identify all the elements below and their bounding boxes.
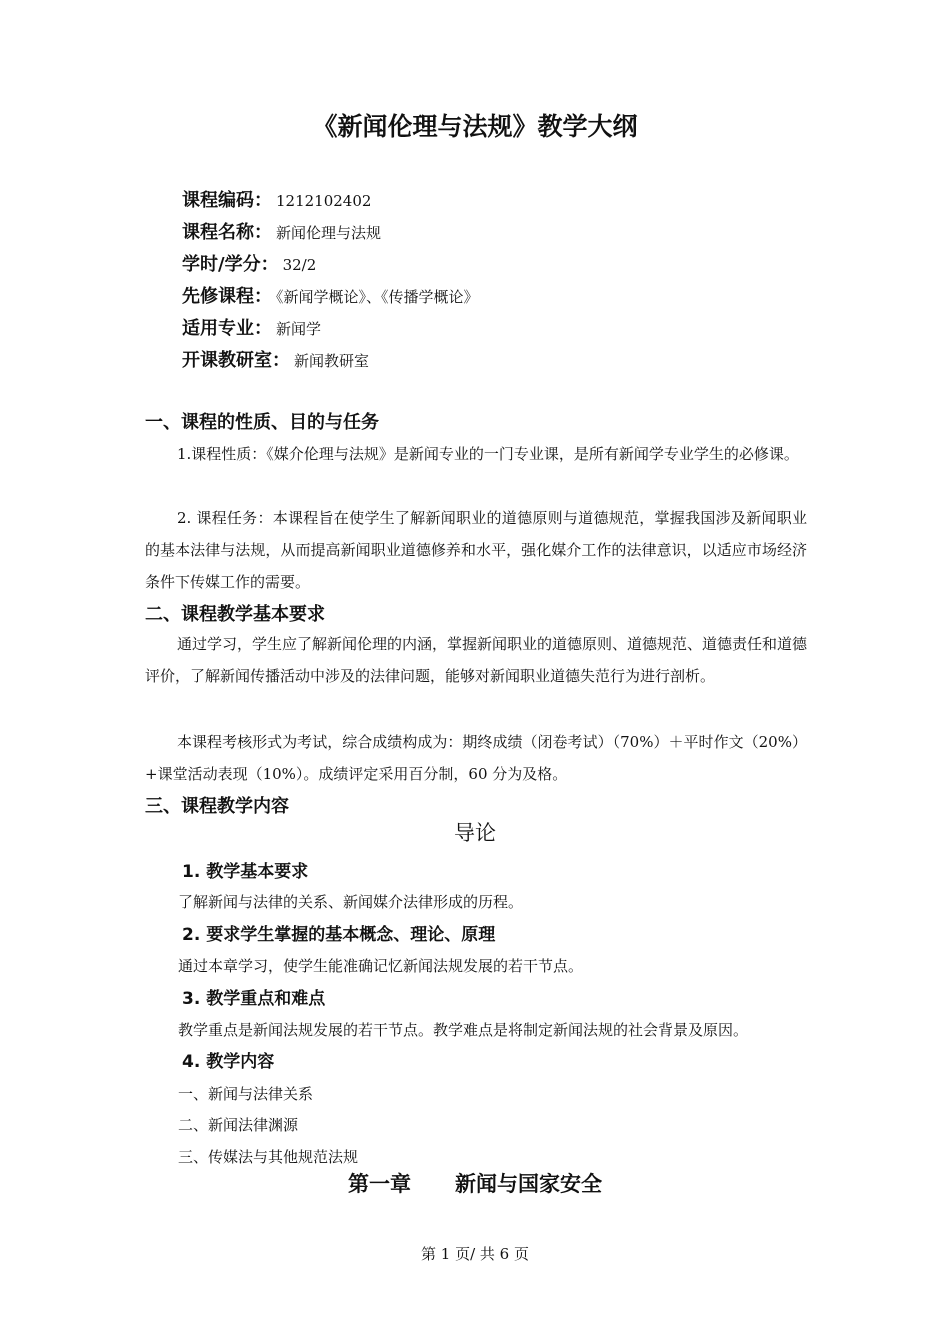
document-title: 《新闻伦理与法规》教学大纲 [312,112,638,141]
content-item: 二、新闻法律渊源 [178,1116,299,1134]
key-points-text: 教学重点是新闻法规发展的若干节点。教学难点是将制定新闻法规的社会背景及原因。 [178,1021,749,1039]
course-code-row [182,186,371,212]
content-item: 一、新闻与法律关系 [178,1085,314,1103]
course-code-value: 1212102402 [276,192,372,210]
prerequisite-label: 先修课程： [182,286,272,307]
prerequisite-value: 《新闻学概论》、《传播学概论》 [276,288,479,306]
major-label: 适用专业： [182,318,272,339]
section-2-paragraph-1: 通过学习，学生应了解新闻伦理的内涵，掌握新闻职业的道德原则、道德规范、道德责任和道德评价，了解新闻传播活动中涉及的法律问题，能够对新闻职业道德失范行为进行剖析。 [145,635,808,685]
credits-row [182,250,316,276]
section-1-paragraph-1: 1.课程性质：《媒介伦理与法规》是新闻专业的一门专业课，是所有新闻学专业学生的必修课。 [177,445,799,463]
course-name-value: 新闻伦理与法规 [276,224,382,242]
teaching-content-heading: 4. 教学内容 [182,1052,275,1072]
section-1-paragraph-2: 2. 课程任务：本课程旨在使学生了解新闻职业的道德原则与道德规范，掌握我国涉及新闻职业的基本法律与法规，从而提高新闻职业道德修养和水平，强化媒介工作的法律意识，以适应市场经济条件下传媒工作的需要。 [145,509,807,591]
credits-label: 学时/学分： [182,254,279,275]
course-code-label: 课程编码： [182,190,272,211]
section-2-paragraph-2: 本课程考核形式为考试，综合成绩构成为：期终成绩（闭卷考试）（70%）＋平时作文（20%）+课堂活动表现（10%）。成绩评定采用百分制，60 分为及格。 [145,733,807,783]
chapter-number: 第一章 [348,1172,411,1196]
page-footer: 第 1 页/ 共 6 页 [421,1245,529,1263]
chapter-heading [0,1168,950,1198]
section-3-heading: 三、课程教学内容 [145,796,289,817]
concepts-text: 通过本章学习，使学生能准确记忆新闻法规发展的若干节点。 [178,957,584,975]
major-value: 新闻学 [276,320,322,338]
teaching-requirement-heading: 1. 教学基本要求 [182,862,309,882]
section-1-heading: 一、课程的性质、目的与任务 [145,412,379,433]
office-row [182,346,369,372]
intro-title: 导论 [454,821,496,845]
teaching-requirement-text: 了解新闻与法律的关系、新闻媒介法律形成的历程。 [178,893,524,911]
course-name-label: 课程名称： [182,222,272,243]
office-value: 新闻教研室 [294,352,370,370]
credits-value: 32/2 [282,256,317,274]
office-label: 开课教研室： [182,350,290,371]
chapter-title: 新闻与国家安全 [455,1172,602,1196]
section-2-heading: 二、课程教学基本要求 [145,604,325,625]
course-name-row [182,218,381,244]
major-row [182,314,321,340]
content-item: 三、传媒法与其他规范法规 [178,1148,359,1166]
key-points-heading: 3. 教学重点和难点 [182,989,326,1009]
concepts-heading: 2. 要求学生掌握的基本概念、理论、原理 [182,925,496,945]
prerequisite-row [182,282,479,308]
